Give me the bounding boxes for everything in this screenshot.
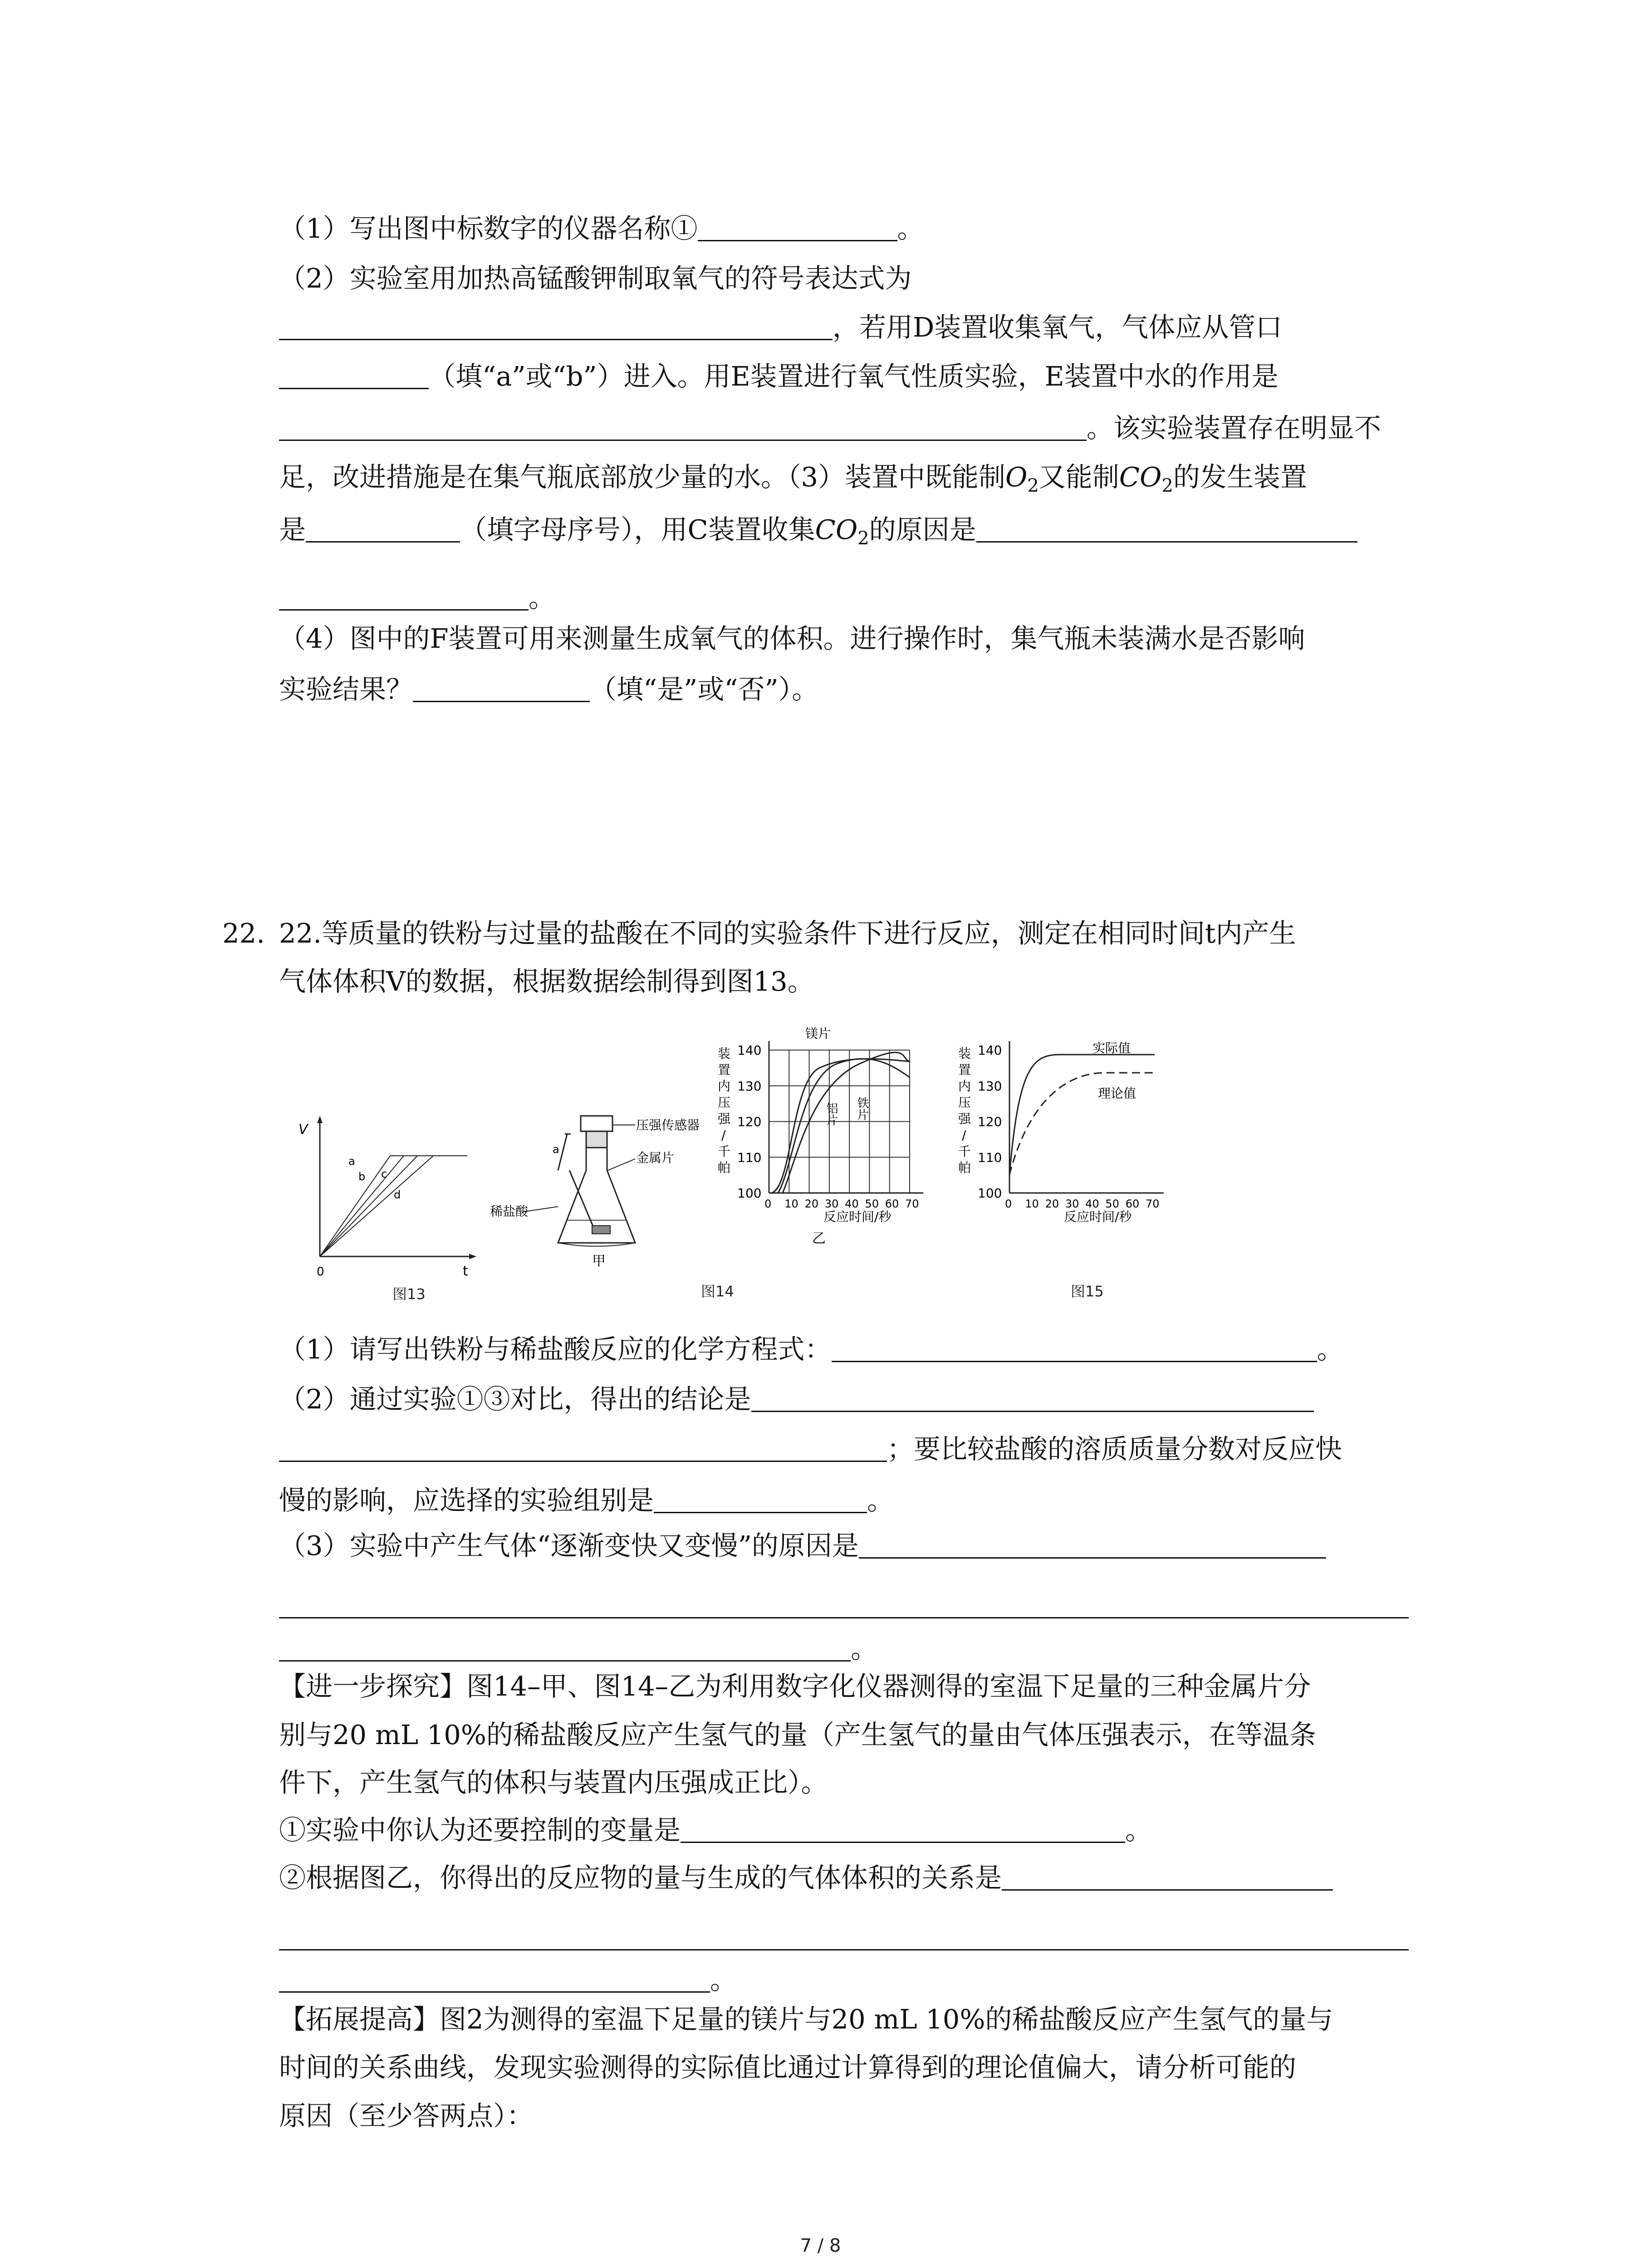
fig14-curve-1: [771, 1059, 910, 1193]
curve-label-b: b: [358, 1170, 366, 1183]
x-tick-label: 70: [1146, 1198, 1160, 1210]
answer-blank[interactable]: [306, 513, 460, 543]
x-tick-label: 60: [1125, 1198, 1140, 1210]
label-a: a: [553, 1143, 559, 1156]
answer-blank[interactable]: [279, 411, 1087, 441]
series-label-magnesium: 镁片: [805, 1026, 831, 1041]
figure-14-apparatus: [490, 1107, 717, 1270]
svg-text:置: 置: [718, 1062, 731, 1077]
q22-sub3: （3）实验中产生气体“逐渐变快又变慢”的原因是: [279, 1528, 1326, 1564]
x-tick-label: 0: [1005, 1198, 1012, 1210]
q22-sub1: （1）请写出铁粉与稀盐酸反应的化学方程式： 。: [279, 1334, 1344, 1365]
answer-blank[interactable]: [279, 1963, 710, 1993]
q21-part2-line2: ，若用D装置收集氧气，气体应从管口: [279, 309, 1282, 346]
y-tick-label: 110: [978, 1150, 1002, 1165]
further-inquiry-q2: ②根据图乙，你得出的反应物的量与生成的气体体积的关系是: [279, 1860, 1333, 1896]
fig13-origin: 0: [317, 1265, 324, 1279]
series-label-iron: 铁片: [855, 1097, 869, 1120]
x-tick-label: 50: [865, 1198, 879, 1210]
q21-part1: （1）写出图中标数字的仪器名称① 。: [279, 213, 924, 244]
svg-text:千: 千: [958, 1144, 971, 1159]
y-tick-label: 110: [737, 1150, 762, 1165]
answer-blank[interactable]: [654, 1484, 867, 1513]
label-pressure-sensor: 压强传感器: [636, 1118, 700, 1133]
x-tick-label: 70: [905, 1198, 919, 1210]
answer-blank[interactable]: [681, 1813, 1125, 1843]
q22-sub3-line2: [279, 1588, 1409, 1624]
extension-line3: 原因（至少答两点）：: [279, 2100, 534, 2131]
y-tick-label: 100: [737, 1186, 762, 1201]
fig14-y-label: [718, 1046, 731, 1175]
svg-text:千: 千: [718, 1144, 731, 1159]
label-dilute-hcl: 稀盐酸: [490, 1204, 529, 1219]
fig15-x-label: 反应时间/秒: [1064, 1209, 1132, 1224]
answer-blank[interactable]: [279, 1921, 1409, 1950]
y-tick-label: 120: [978, 1114, 1002, 1129]
x-tick-label: 30: [824, 1198, 839, 1210]
q21-part2-line3: （填“a”或“b”）进入。用E装置进行氧气性质实验，E装置中水的作用是: [279, 358, 1279, 395]
y-tick-label: 100: [978, 1186, 1002, 1201]
x-tick-label: 20: [804, 1198, 819, 1210]
q22-number: 22.: [222, 918, 265, 949]
figure-15-chart: [948, 1016, 1202, 1243]
figure-13: [281, 1107, 485, 1279]
answer-blank[interactable]: [859, 1529, 1326, 1559]
series-label-actual: 实际值: [1092, 1041, 1131, 1056]
svg-text:内: 内: [958, 1079, 971, 1094]
series-label-aluminum: 铝片: [824, 1102, 838, 1126]
q22-stem-line1: 22.等质量的铁粉与过量的盐酸在不同的实验条件下进行反应，测定在相同时间t内产生: [279, 918, 1296, 949]
answer-blank[interactable]: [279, 1432, 887, 1462]
svg-text:装: 装: [718, 1046, 731, 1061]
q22-sub3-line3: 。: [279, 1631, 877, 1667]
x-tick-label: 40: [1085, 1198, 1099, 1210]
answer-blank[interactable]: [279, 1632, 851, 1662]
answer-blank[interactable]: [832, 1333, 1317, 1362]
svg-text:/: /: [962, 1128, 966, 1143]
x-tick-label: 10: [1025, 1198, 1039, 1210]
q22-sub2-line2: ；要比较盐酸的溶质质量分数对反应快: [279, 1431, 1342, 1467]
further-inquiry-line1: 【进一步探究】图14–甲、图14–乙为利用数字化仪器测得的室温下足量的三种金属片分: [279, 1671, 1311, 1702]
fig14-caption: 图14: [701, 1283, 734, 1300]
further-inquiry-line3: 件下，产生氢气的体积与装置内压强成正比）。: [279, 1767, 828, 1798]
page-number: 7 / 8: [800, 2235, 841, 2256]
answer-blank[interactable]: [279, 1589, 1409, 1618]
q21-part2: （2）实验室用加热高锰酸钾制取氧气的符号表达式为: [279, 263, 912, 294]
svg-text:强: 强: [718, 1111, 731, 1126]
fig14-x-label: 反应时间/秒: [823, 1209, 892, 1224]
extension-line1: 【拓展提高】图2为测得的室温下足量的镁片与20 mL 10%的稀盐酸反应产生氢气的量与: [279, 2004, 1333, 2035]
fig13-caption: 图13: [392, 1286, 426, 1303]
figure-14-chart: [708, 1016, 944, 1270]
svg-text:帕: 帕: [718, 1160, 731, 1175]
answer-blank[interactable]: [698, 212, 897, 241]
svg-text:强: 强: [958, 1111, 971, 1126]
y-tick-label: 130: [737, 1078, 762, 1094]
x-tick-label: 0: [764, 1198, 772, 1210]
extension-line2: 时间的关系曲线，发现实验测得的实际值比通过计算得到的理论值偏大，请分析可能的: [279, 2052, 1297, 2083]
q21-part4: （4）图中的F装置可用来测量生成氧气的体积。进行操作时，集气瓶未装满水是否影响: [279, 623, 1305, 654]
series-label-theoretical: 理论值: [1098, 1086, 1136, 1101]
q22-sub2-line3: 慢的影响，应选择的实验组别是 。: [279, 1485, 894, 1516]
curve-d: [320, 1156, 433, 1256]
answer-blank[interactable]: [279, 360, 429, 389]
answer-blank[interactable]: [413, 673, 590, 702]
svg-text:装: 装: [958, 1046, 971, 1061]
x-tick-label: 40: [845, 1198, 859, 1210]
curve-label-a: a: [348, 1155, 355, 1168]
curve-c: [320, 1156, 417, 1256]
curve-a: [320, 1156, 390, 1256]
x-tick-label: 10: [784, 1198, 798, 1210]
x-tick-label: 20: [1045, 1198, 1059, 1210]
svg-text:内: 内: [718, 1079, 731, 1094]
further-inquiry-line2: 别与20 mL 10%的稀盐酸反应产生氢气的量（产生氢气的量由气体压强表示，在等温条: [279, 1719, 1316, 1750]
label-metal-piece: 金属片: [636, 1150, 675, 1165]
curve-label-d: d: [394, 1188, 401, 1201]
further-inquiry-q2-line3: 。: [279, 1962, 737, 1998]
curve-label-c: c: [381, 1168, 387, 1180]
further-inquiry-q1: ①实验中你认为还要控制的变量是 。: [279, 1814, 1152, 1846]
fig15-y-label: [958, 1046, 971, 1175]
fig14-chart-caption: 乙: [812, 1231, 826, 1246]
svg-text:压: 压: [718, 1095, 731, 1110]
answer-blank[interactable]: [279, 311, 833, 340]
svg-text:/: /: [721, 1128, 726, 1143]
q22-stem-line2: 气体体积V的数据，根据数据绘制得到图13。: [279, 966, 814, 997]
q21-part3-line2: 。: [279, 580, 555, 616]
q21-part3: 是 （填字母序号），用C装置收集$CO_2$的原因是: [279, 512, 1357, 557]
x-tick-label: 30: [1065, 1198, 1079, 1210]
fig13-y-label: V: [299, 1122, 308, 1138]
svg-text:帕: 帕: [958, 1160, 971, 1175]
q21-part2-line4: 。该实验装置存在明显不: [279, 410, 1381, 446]
q21-part4-line2: 实验结果？ （填“是”或“否”）。: [279, 674, 819, 705]
q21-part2-line5: 足，改进措施是在集气瓶底部放少量的水。（3）装置中既能制$O_2$又能制$CO_2$的发生装置: [279, 461, 1307, 496]
fig15-caption: 图15: [1071, 1283, 1104, 1300]
fig14-curve-3: [783, 1052, 910, 1193]
y-tick-label: 140: [978, 1043, 1002, 1058]
y-tick-label: 120: [737, 1114, 762, 1129]
apparatus-caption: 甲: [592, 1253, 606, 1269]
x-tick-label: 50: [1105, 1198, 1119, 1210]
q22-sub2: （2）通过实验①③对比，得出的结论是: [279, 1381, 1314, 1418]
svg-text:压: 压: [958, 1095, 971, 1110]
answer-blank[interactable]: [751, 1383, 1314, 1412]
further-inquiry-q2-line2: [279, 1920, 1409, 1956]
y-tick-label: 130: [978, 1078, 1002, 1094]
answer-blank[interactable]: [976, 513, 1357, 543]
svg-text:置: 置: [958, 1062, 971, 1077]
answer-blank[interactable]: [1002, 1861, 1333, 1891]
y-tick-label: 140: [737, 1043, 762, 1058]
fig13-x-label: t: [463, 1263, 468, 1279]
x-tick-label: 60: [885, 1198, 899, 1210]
answer-blank[interactable]: [279, 581, 529, 611]
